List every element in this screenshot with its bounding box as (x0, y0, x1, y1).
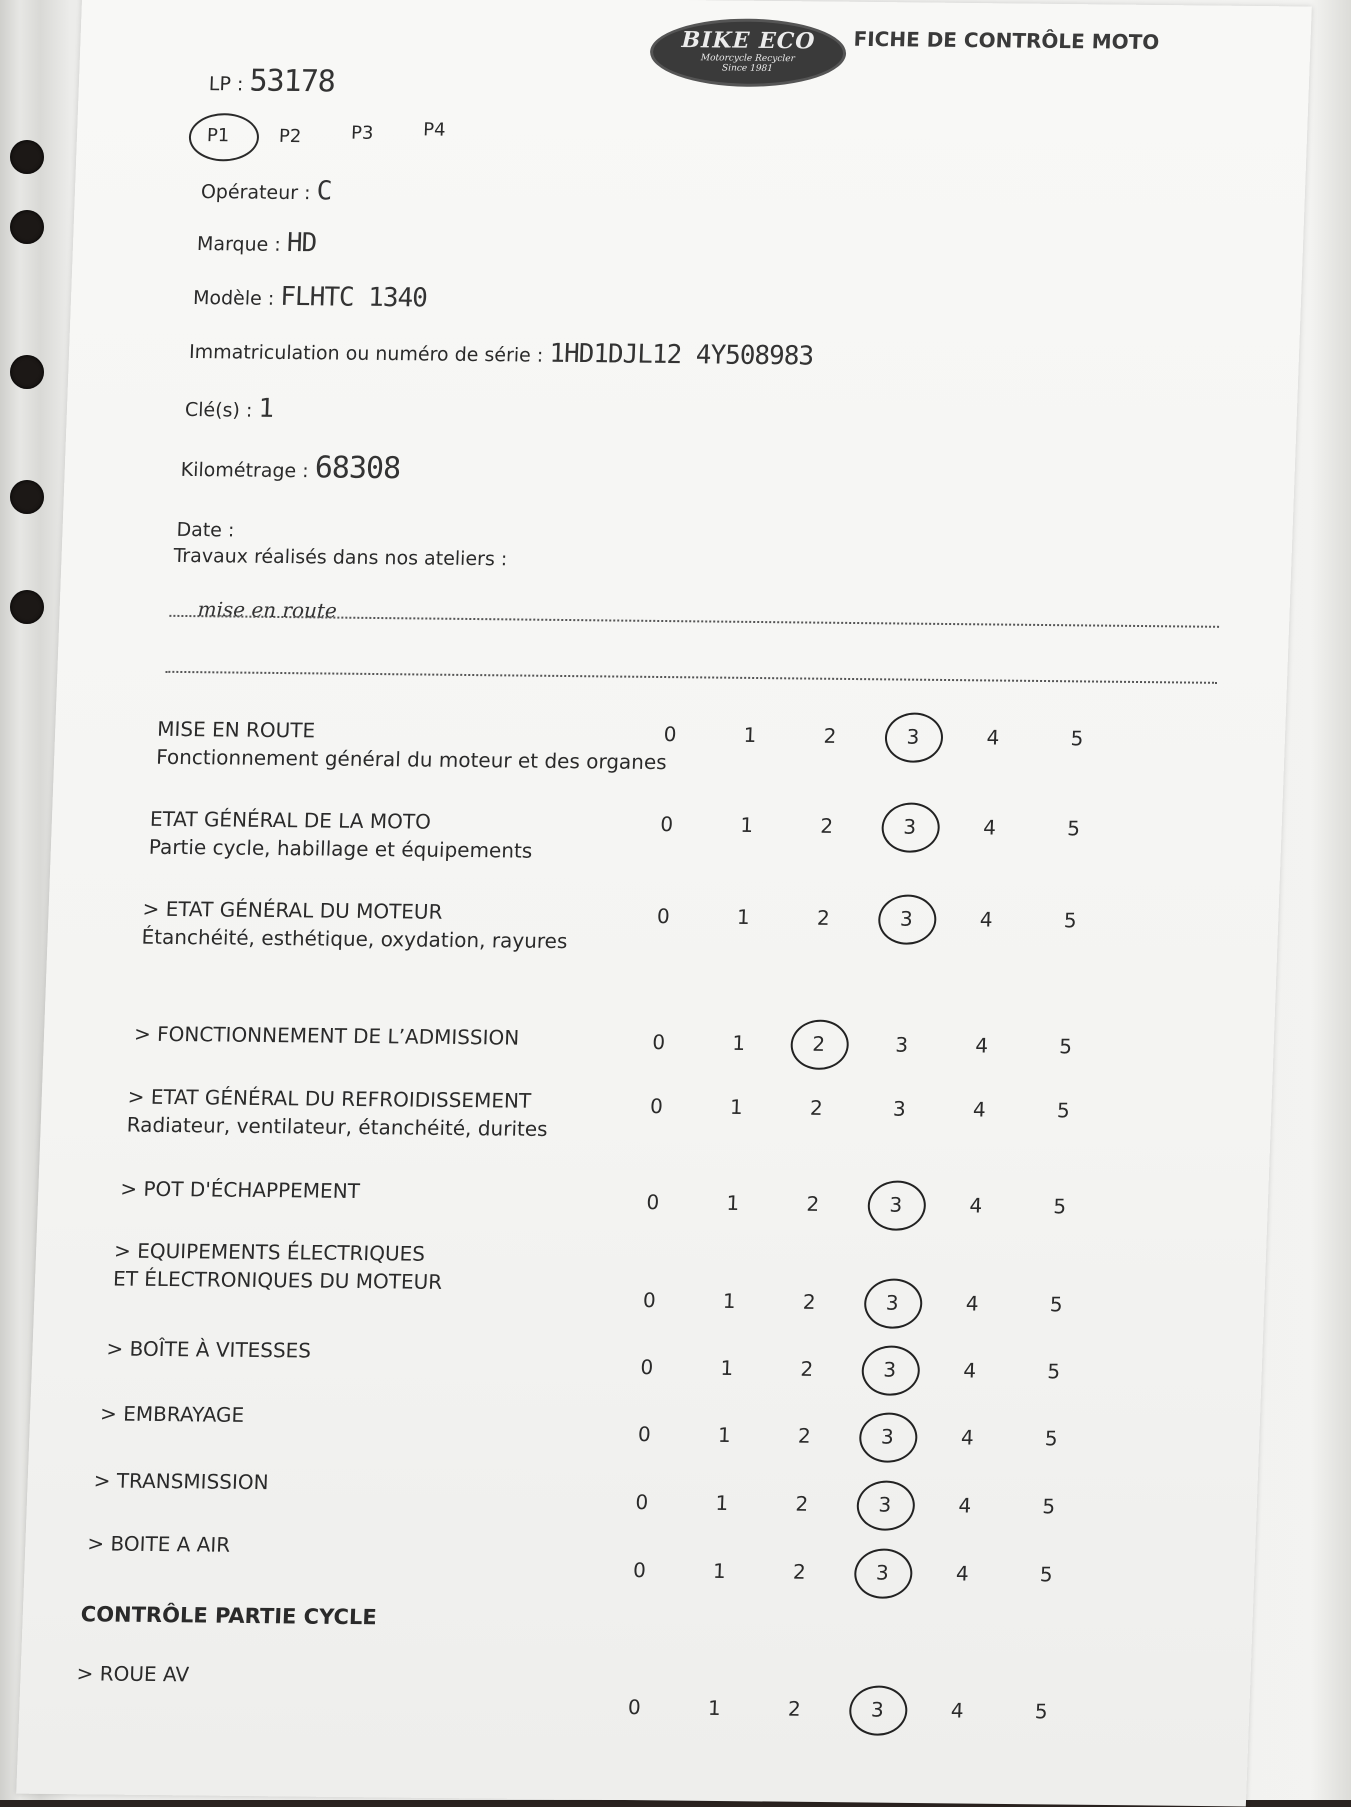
lp-label: LP : (208, 73, 244, 96)
check-title: > ETAT GÉNÉRAL DU MOTEUR (142, 896, 443, 924)
score-option-1[interactable]: 1 (739, 812, 754, 838)
score-option-5[interactable]: 5 (1056, 1098, 1071, 1123)
score-option-1[interactable]: 1 (743, 722, 757, 748)
travaux-value: mise en route (197, 597, 338, 623)
score-option-4[interactable]: 4 (969, 1193, 983, 1218)
score-option-4[interactable]: 4 (979, 907, 994, 932)
modele-field: Modèle : FLHTC 1340 (192, 281, 428, 314)
check-title: > ROUE AV (76, 1661, 190, 1687)
score-option-5[interactable]: 5 (1066, 816, 1081, 841)
score-option-0[interactable]: 0 (663, 722, 677, 747)
score-option-3[interactable]: 3 (886, 906, 927, 930)
score-option-0[interactable]: 0 (649, 1094, 664, 1119)
cles-value: 1 (257, 393, 274, 424)
score-option-2[interactable]: 2 (787, 1696, 802, 1721)
score-option-3[interactable]: 3 (869, 1357, 910, 1381)
score-option-5[interactable]: 5 (1039, 1562, 1054, 1587)
check-title: > BOÎTE À VITESSES (106, 1336, 312, 1363)
selected-position-circle (188, 113, 260, 162)
score-option-2[interactable]: 2 (806, 1191, 820, 1216)
hole (10, 480, 44, 514)
score-option-4[interactable]: 4 (974, 1033, 989, 1058)
score-option-0[interactable]: 0 (640, 1355, 654, 1380)
score-option-2[interactable]: 2 (819, 813, 834, 838)
check-row-label-2 (141, 895, 569, 955)
check-title: > TRANSMISSION (93, 1468, 269, 1495)
score-option-3[interactable]: 3 (893, 724, 934, 748)
score-option-5[interactable]: 5 (1034, 1699, 1049, 1724)
logo-since: Since 1981 (721, 63, 774, 74)
check-title: > EQUIPEMENTS ÉLECTRIQUES (113, 1238, 426, 1266)
score-option-0[interactable]: 0 (627, 1694, 642, 1720)
score-option-3[interactable]: 3 (867, 1424, 908, 1448)
lp-field (208, 63, 335, 99)
score-option-4[interactable]: 4 (958, 1493, 972, 1518)
hole (10, 140, 44, 174)
date-field: Date : (176, 513, 235, 544)
score-option-4[interactable]: 4 (965, 1291, 980, 1316)
score-option-0[interactable]: 0 (632, 1558, 647, 1583)
position-p1: P1 (206, 125, 230, 147)
check-title: > BOITE A AIR (86, 1531, 231, 1557)
score-option-5[interactable]: 5 (1046, 1359, 1061, 1384)
score-option-2[interactable]: 2 (802, 1289, 817, 1314)
hole (10, 210, 44, 244)
score-option-0[interactable]: 0 (642, 1288, 657, 1313)
check-row-label-8 (100, 1399, 245, 1429)
score-option-2[interactable]: 2 (809, 1095, 824, 1120)
check-row-label-6 (113, 1236, 444, 1295)
hole (10, 355, 44, 389)
score-option-0[interactable]: 0 (659, 812, 674, 837)
check-title: > EMBRAYAGE (99, 1401, 245, 1427)
score-option-4[interactable]: 4 (960, 1425, 975, 1450)
score-option-2[interactable]: 2 (816, 905, 831, 930)
sleeve-edge (1311, 0, 1351, 1800)
logo-tagline: Motorcycle Recycler (700, 53, 796, 65)
score-option-4[interactable]: 4 (982, 815, 997, 840)
score-option-2[interactable]: 2 (797, 1423, 812, 1448)
score-option-1[interactable]: 1 (715, 1490, 729, 1515)
cles-field: Clé(s) : 1 (184, 393, 274, 424)
score-option-5[interactable]: 5 (1063, 908, 1078, 933)
score-option-0[interactable]: 0 (656, 904, 671, 929)
score-option-3[interactable]: 3 (889, 814, 930, 838)
score-option-5[interactable]: 5 (1070, 726, 1084, 751)
check-subtitle: Étanchéité, esthétique, oxydation, rayures (141, 924, 568, 954)
score-option-1[interactable]: 1 (707, 1695, 722, 1720)
score-option-5[interactable]: 5 (1052, 1194, 1067, 1219)
score-option-4[interactable]: 4 (955, 1561, 970, 1586)
score-option-5[interactable]: 5 (1049, 1292, 1064, 1317)
control-sheet (16, 0, 1312, 1806)
check-subtitle: Radiateur, ventilateur, étanchéité, durites (126, 1112, 549, 1141)
check-title: MISE EN ROUTE (156, 716, 316, 743)
modele-value: FLHTC 1340 (279, 281, 428, 314)
score-option-5[interactable]: 5 (1058, 1034, 1073, 1059)
kilometrage-field: Kilométrage : 68308 (180, 450, 401, 487)
score-option-1[interactable]: 1 (720, 1355, 734, 1380)
position-p4: P4 (422, 119, 446, 141)
immatriculation-field: Immatriculation ou numéro de série : 1HD1DJL12 4Y508983 (188, 338, 814, 372)
score-option-1[interactable]: 1 (731, 1030, 746, 1056)
score-option-0[interactable]: 0 (646, 1190, 660, 1215)
score-option-3[interactable]: 3 (875, 1192, 916, 1216)
score-option-1[interactable]: 1 (717, 1422, 732, 1447)
operateur-field: Opérateur : C (200, 176, 332, 207)
section-partie-cycle: CONTRÔLE PARTIE CYCLE (80, 1602, 378, 1630)
bike-eco-logo (649, 18, 847, 88)
travaux-label: Travaux réalisés dans nos ateliers : (173, 544, 508, 571)
dotted-line (165, 671, 1217, 684)
check-subtitle: Partie cycle, habillage et équipements (148, 834, 533, 863)
check-row-label-10 (87, 1529, 231, 1558)
check-row-label-cycle-0 (76, 1659, 189, 1688)
check-row-label-4 (126, 1083, 549, 1143)
score-option-2[interactable]: 2 (792, 1559, 807, 1584)
score-option-4[interactable]: 4 (950, 1698, 965, 1723)
score-option-1[interactable]: 1 (729, 1094, 744, 1120)
position-p2: P2 (278, 125, 302, 148)
check-row-label-0 (156, 715, 669, 776)
score-option-5[interactable]: 5 (1044, 1426, 1059, 1451)
kilometrage-value: 68308 (314, 450, 401, 487)
score-option-2[interactable]: 2 (823, 723, 837, 748)
score-option-4[interactable]: 4 (972, 1097, 987, 1122)
check-title: ETAT GÉNÉRAL DE LA MOTO (149, 806, 432, 834)
check-row-label-3 (134, 1020, 520, 1052)
score-option-0[interactable]: 0 (635, 1490, 649, 1515)
score-option-3[interactable]: 3 (864, 1492, 905, 1516)
score-option-0[interactable]: 0 (651, 1030, 666, 1055)
check-subtitle: ET ÉLECTRONIQUES DU MOTEUR (112, 1266, 443, 1294)
score-option-2[interactable]: 2 (795, 1491, 809, 1516)
lp-value: 53178 (248, 63, 336, 100)
score-option-3[interactable]: 3 (892, 1096, 907, 1121)
check-title: > ETAT GÉNÉRAL DU REFROIDISSEMENT (127, 1084, 532, 1113)
page-title: FICHE DE CONTRÔLE MOTO (853, 26, 1160, 55)
check-row-label-5 (120, 1175, 360, 1206)
logo-name: BIKE ECO (681, 27, 816, 55)
hole (10, 590, 44, 624)
score-option-4[interactable]: 4 (962, 1358, 977, 1383)
score-option-1[interactable]: 1 (722, 1288, 737, 1313)
score-option-3[interactable]: 3 (857, 1697, 898, 1721)
score-option-3[interactable]: 3 (894, 1032, 909, 1057)
check-subtitle: Fonctionnement général du moteur et des organes (155, 744, 668, 775)
immatriculation-value: 1HD1DJL12 4Y508983 (548, 338, 814, 372)
marque-field: Marque : HD (196, 227, 317, 259)
score-option-1[interactable]: 1 (736, 904, 751, 930)
operateur-value: C (316, 176, 332, 207)
score-option-4[interactable]: 4 (986, 725, 1000, 750)
score-option-3[interactable]: 3 (872, 1290, 913, 1314)
check-row-label-7 (106, 1334, 311, 1364)
check-title: > FONCTIONNEMENT DE L’ADMISSION (133, 1021, 520, 1050)
score-option-2[interactable]: 2 (800, 1356, 814, 1381)
score-option-0[interactable]: 0 (637, 1422, 652, 1447)
check-row-label-9 (93, 1466, 269, 1496)
score-option-1[interactable]: 1 (712, 1558, 727, 1583)
marque-value: HD (286, 227, 317, 259)
check-title: > POT D'ÉCHAPPEMENT (119, 1176, 361, 1204)
score-option-1[interactable]: 1 (726, 1190, 740, 1215)
score-option-2[interactable]: 2 (798, 1032, 839, 1056)
check-row-label-1 (148, 805, 533, 865)
position-p3: P3 (350, 122, 374, 144)
score-option-3[interactable]: 3 (862, 1560, 903, 1584)
score-option-5[interactable]: 5 (1041, 1494, 1056, 1519)
